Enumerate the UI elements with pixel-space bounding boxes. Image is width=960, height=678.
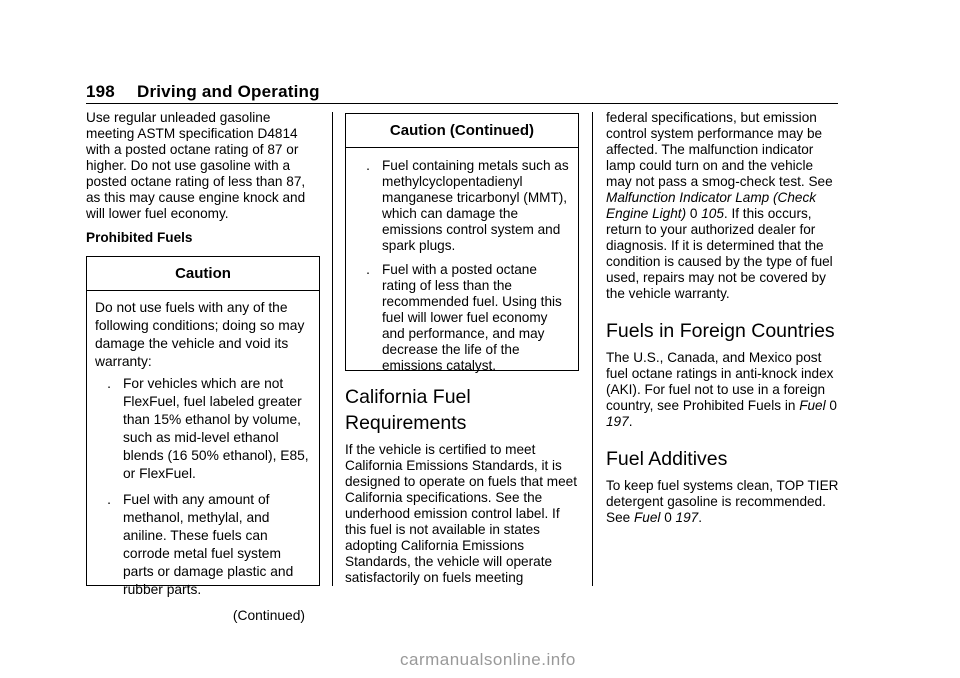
fuel-reference-link[interactable]: Fuel [799,398,826,413]
continued-label: (Continued) [232,608,305,623]
caution-continued-title: Caution (Continued) [346,114,578,148]
bullet-mark: . [107,492,111,507]
watermark: carmanualsonline.info [400,650,576,669]
page-ref-197[interactable]: 197 [675,510,699,525]
column-divider-1 [332,112,333,586]
intro-paragraph: Use regular unleaded gasoline meeting ASTM specification D4814 with a posted octane rating of 87 or higher. Do not use gasoline with a posted octane rating of less than 87, as this may cause engine knock and will lower fuel economy. [86,110,306,221]
bullet-mark: . [366,158,370,173]
caution-intro: Do not use fuels with any of the following conditions; doing so may damage the vehicle and void its warranty: [95,300,305,369]
foreign-paragraph: The U.S., Canada, and Mexico post fuel octane ratings in anti-knock index (AKI). For fuel not to use in a foreign country, see Prohibited Fuels in Fuel 0 197. [606,350,837,429]
page-ref-arrow-icon: 0 [829,398,837,413]
caution-continued-box [345,113,579,371]
column-1 [86,110,320,246]
section-title: Driving and Operating [136,82,320,101]
additives-paragraph: To keep fuel systems clean, TOP TIER detergent gasoline is recommended. See Fuel 0 197. [606,478,839,525]
page-ref-105[interactable]: 105 [701,206,724,221]
caution-bullet [95,491,311,599]
fuels-foreign-heading: Fuels in Foreign Countries [606,320,835,342]
caution-bullet [354,158,570,254]
header-rule [86,103,838,104]
page-number: 198 [86,82,115,101]
california-fuel-heading: California Fuel Requirements [345,386,471,434]
page-ref-arrow-icon: 0 [664,510,672,525]
bullet-mark: . [366,262,370,277]
fuel-additives-heading: Fuel Additives [606,448,728,470]
caution-bullet-text: Fuel containing metals such as methylcyclopentadienyl manganese tricarbonyl (MMT), which can damage the emissions control system and spark plugs. [382,158,569,253]
emission-paragraph: federal specifications, but emission control system performance may be affected. The malfunction indicator lamp could turn on and the vehicle may not pass a smog-check test. See Malfunction Indicator Lamp (Check Engine Light) 0 105. If this occurs, return to your authorized dealer for diagnosis. If it is determined that the condition is caused by the type of fuel used, repairs may not be covered by the vehicle warranty. [606,110,833,301]
mil-reference-link[interactable]: Malfunction Indicator Lamp (Check Engine Light) [606,190,817,221]
caution-title: Caution [87,257,319,291]
column-divider-2 [592,112,593,586]
page-header [86,82,320,102]
column-2 [345,372,581,586]
caution-bullet-text: For vehicles which are not FlexFuel, fuel labeled greater than 15% ethanol by volume, such as mid-level ethanol blends (16 50% ethanol), E85, or FlexFuel. [123,376,309,481]
california-fuel-body: If the vehicle is certified to meet California Emissions Standards, it is designed to operate on fuels that meet California specifications. See the underhood emission control label. If this fuel is not available in states adopting California Emissions Standards, the vehicle will operate satisfactorily on fuels meeting [345,442,578,585]
caution-box [86,256,320,623]
caution-bullet-text: Fuel with any amount of methanol, methylal, and aniline. These fuels can corrode metal fuel system parts or damage plastic and rubber parts. [123,492,294,597]
caution-bullet [95,375,311,483]
column-3 [606,110,840,526]
prohibited-fuels-subhead: Prohibited Fuels [86,230,193,245]
page-ref-197[interactable]: 197 [606,414,629,429]
caution-bullet [354,262,570,374]
page-ref-arrow-icon: 0 [689,206,698,221]
fuel-reference-link[interactable]: Fuel [633,510,661,525]
bullet-mark: . [107,376,111,391]
caution-bullet-text: Fuel with a posted octane rating of less than the recommended fuel. Using this fuel will lower fuel economy and performance, and may decrease the life of the emissions catalyst. [382,262,562,373]
